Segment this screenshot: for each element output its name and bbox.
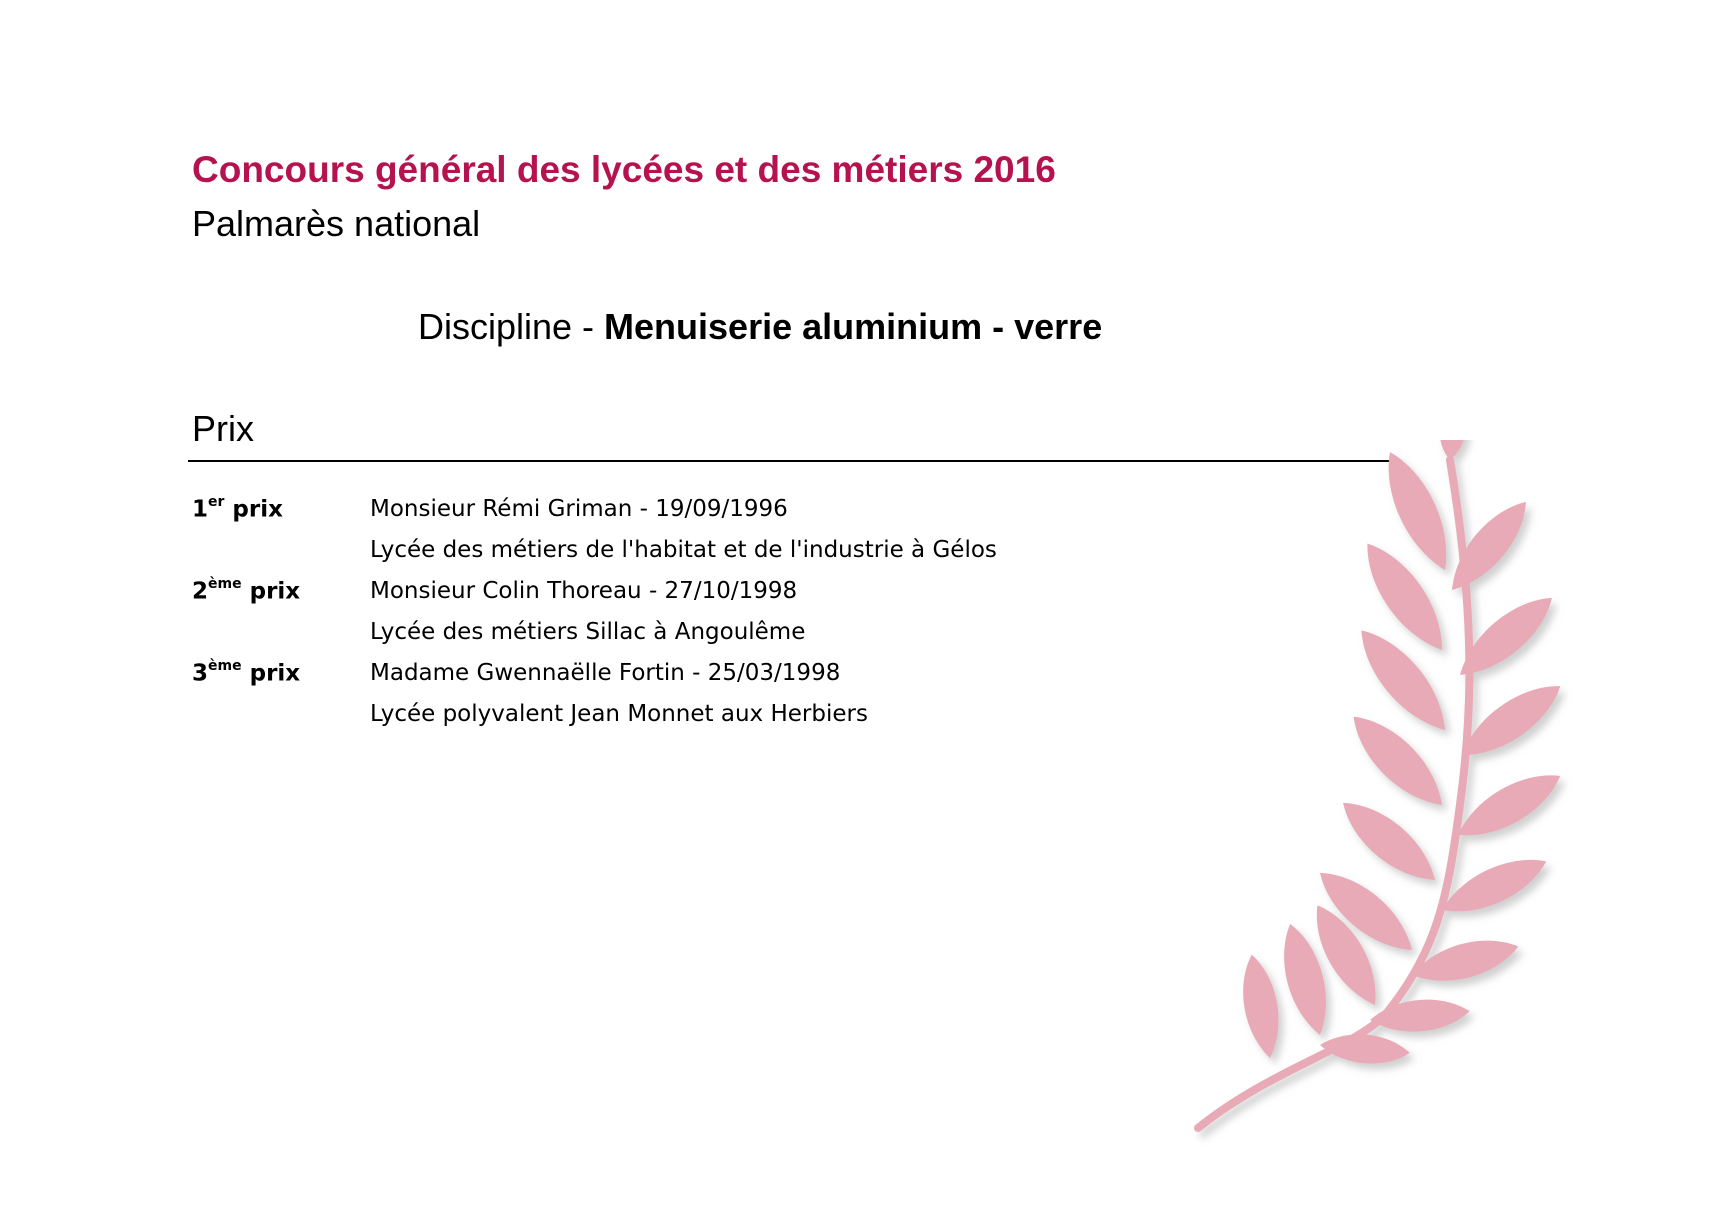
page-title: Concours général des lycées et des métiers 2016: [192, 149, 1056, 190]
rank-number: 3: [192, 660, 209, 687]
laurel-branch-icon: [1180, 440, 1660, 1160]
prize-list: [192, 492, 1292, 738]
rank-suffix: ème: [208, 658, 242, 674]
rank-word: prix: [241, 660, 301, 687]
discipline-prefix: Discipline -: [418, 306, 605, 347]
rank-suffix: er: [208, 494, 225, 510]
prize-rank: [192, 660, 300, 687]
winner-name: Monsieur Rémi Griman - 19/09/1996: [370, 496, 788, 522]
rank-word: prix: [241, 578, 301, 605]
discipline-heading: [418, 306, 1102, 348]
winner-name: Monsieur Colin Thoreau - 27/10/1998: [370, 578, 798, 604]
prize-rank: [192, 578, 300, 605]
laurel-leaf-left-5: [1331, 789, 1447, 895]
prize-row-3: [192, 656, 1292, 738]
page-subtitle: Palmarès national: [192, 203, 481, 244]
discipline-name: Menuiserie aluminium - verre: [604, 306, 1103, 347]
winner-name: Madame Gwennaëlle Fortin - 25/03/1998: [370, 660, 841, 686]
rank-suffix: ème: [208, 576, 242, 592]
section-title: Prix: [192, 408, 254, 449]
rank-word: prix: [224, 496, 283, 523]
prize-row-1: [192, 492, 1292, 574]
prize-rank: [192, 496, 283, 523]
laurel-leaf-right-7: [1369, 996, 1471, 1036]
rank-number: 1: [192, 496, 209, 523]
rank-number: 2: [192, 578, 209, 605]
laurel-leaf-left-9: [1236, 952, 1287, 1061]
winner-school: Lycée des métiers Sillac à Angoulême: [370, 619, 806, 645]
winner-school: Lycée polyvalent Jean Monnet aux Herbiers: [370, 701, 868, 727]
winner-school: Lycée des métiers de l'habitat et de l'industrie à Gélos: [370, 537, 997, 563]
prize-row-2: [192, 574, 1292, 656]
laurel-leaf-right-8: [1319, 1031, 1411, 1067]
